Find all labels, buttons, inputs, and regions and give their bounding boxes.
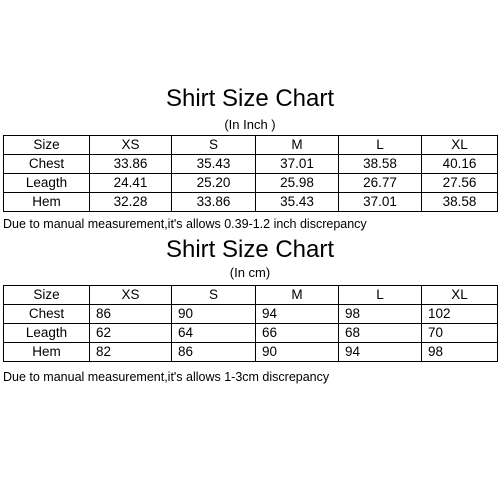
- header-cell: L: [339, 136, 422, 155]
- size-chart-title-inch: Shirt Size Chart: [165, 85, 335, 112]
- table-row: [4, 174, 498, 193]
- size-table-cm: [3, 285, 498, 362]
- discrepancy-note-inch: Due to manual measurement,it's allows 0.39-1.2 inch discrepancy: [3, 217, 367, 231]
- table-cell: 35.43: [172, 155, 256, 174]
- table-cell: 33.86: [172, 193, 256, 212]
- size-table-inch: [3, 135, 498, 212]
- header-cell: M: [256, 286, 339, 305]
- table-row: [4, 155, 498, 174]
- table-cell: 62: [90, 324, 172, 343]
- row-label: Hem: [4, 343, 90, 362]
- table-cell: 98: [422, 343, 498, 362]
- row-label: Hem: [4, 193, 90, 212]
- table-cell: 64: [172, 324, 256, 343]
- header-cell: S: [172, 286, 256, 305]
- table-cell: 40.16: [422, 155, 498, 174]
- table-cell: 32.28: [90, 193, 172, 212]
- table-header-row: [4, 136, 498, 155]
- table-cell: 90: [172, 305, 256, 324]
- table-cell: 37.01: [339, 193, 422, 212]
- table-cell: 86: [172, 343, 256, 362]
- row-label: Leagth: [4, 324, 90, 343]
- table-cell: 98: [339, 305, 422, 324]
- table-cell: 25.20: [172, 174, 256, 193]
- header-cell: XL: [422, 286, 498, 305]
- row-label: Chest: [4, 155, 90, 174]
- table-cell: 70: [422, 324, 498, 343]
- header-cell: M: [256, 136, 339, 155]
- table-cell: 35.43: [256, 193, 339, 212]
- unit-label-inch: (In Inch ): [224, 117, 276, 132]
- discrepancy-note-cm: Due to manual measurement,it's allows 1-3cm discrepancy: [3, 370, 330, 384]
- table-row: [4, 324, 498, 343]
- table-cell: 90: [256, 343, 339, 362]
- table-cell: 94: [256, 305, 339, 324]
- table-cell: 102: [422, 305, 498, 324]
- table-cell: 37.01: [256, 155, 339, 174]
- table-cell: 38.58: [339, 155, 422, 174]
- table-cell: 82: [90, 343, 172, 362]
- table-cell: 27.56: [422, 174, 498, 193]
- header-cell: Size: [4, 136, 90, 155]
- header-cell: XS: [90, 136, 172, 155]
- table-cell: 24.41: [90, 174, 172, 193]
- table-cell: 33.86: [90, 155, 172, 174]
- table-cell: 25.98: [256, 174, 339, 193]
- header-cell: Size: [4, 286, 90, 305]
- header-cell: XL: [422, 136, 498, 155]
- table-header-row: [4, 286, 498, 305]
- header-cell: L: [339, 286, 422, 305]
- table-cell: 68: [339, 324, 422, 343]
- table-cell: 38.58: [422, 193, 498, 212]
- row-label: Leagth: [4, 174, 90, 193]
- table-row: [4, 193, 498, 212]
- header-cell: XS: [90, 286, 172, 305]
- row-label: Chest: [4, 305, 90, 324]
- size-chart-title-cm: Shirt Size Chart: [165, 236, 335, 263]
- table-row: [4, 343, 498, 362]
- table-cell: 26.77: [339, 174, 422, 193]
- table-cell: 86: [90, 305, 172, 324]
- unit-label-cm: (In cm): [229, 265, 271, 280]
- header-cell: S: [172, 136, 256, 155]
- table-cell: 94: [339, 343, 422, 362]
- table-row: [4, 305, 498, 324]
- table-cell: 66: [256, 324, 339, 343]
